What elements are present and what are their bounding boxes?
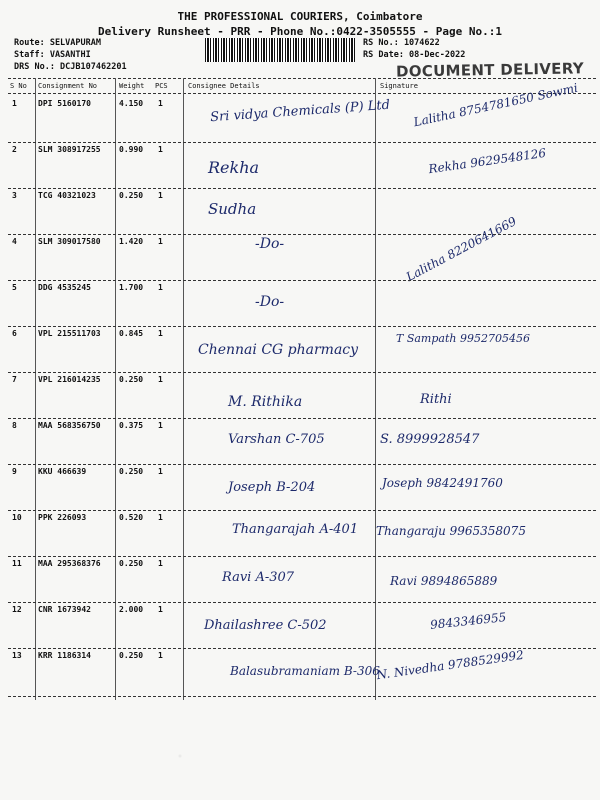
table-row <box>0 464 600 510</box>
col-header-weight: Weight <box>119 82 145 90</box>
divider <box>8 93 596 94</box>
table-row <box>0 556 600 602</box>
staff-label: Staff: VASANTHI <box>14 50 91 60</box>
row-pcs: 1 <box>158 651 163 660</box>
row-sno: 9 <box>12 467 17 476</box>
row-weight: 0.250 <box>119 467 144 476</box>
signature-handwriting: S. 8999928547 <box>380 432 480 447</box>
row-weight: 4.150 <box>119 99 144 108</box>
row-consignment-no: VPL 215511703 <box>38 329 101 338</box>
row-weight: 1.420 <box>119 237 144 246</box>
table-row <box>0 602 600 648</box>
row-pcs: 1 <box>158 375 163 384</box>
table-row <box>0 142 600 188</box>
row-weight: 0.250 <box>119 651 144 660</box>
col-header-sno: S No <box>10 82 27 90</box>
row-pcs: 1 <box>158 559 163 568</box>
col-header-consignee: Consignee Details <box>188 82 260 90</box>
company-title: THE PROFESSIONAL COURIERS, Coimbatore <box>177 10 423 23</box>
row-consignment-no: MAA 295368376 <box>38 559 101 568</box>
row-sno: 3 <box>12 191 17 200</box>
row-weight: 0.375 <box>119 421 144 430</box>
row-consignment-no: SLM 308917255 <box>38 145 101 154</box>
row-consignment-no: CNR 1673942 <box>38 605 91 614</box>
divider <box>8 78 596 79</box>
row-consignment-no: MAA 568356750 <box>38 421 101 430</box>
row-sno: 5 <box>12 283 17 292</box>
row-sno: 12 <box>12 605 22 614</box>
row-sno: 6 <box>12 329 17 338</box>
row-consignment-no: KKU 466639 <box>38 467 87 476</box>
row-consignment-no: VPL 216014235 <box>38 375 101 384</box>
scan-noise <box>0 720 600 780</box>
row-weight: 2.000 <box>119 605 144 614</box>
consignee-handwriting: Dhailashree C-502 <box>204 618 327 633</box>
row-weight: 0.520 <box>119 513 144 522</box>
consignee-handwriting: -Do- <box>255 294 285 310</box>
row-consignment-no: DDG 4535245 <box>38 283 91 292</box>
consignee-handwriting: -Do- <box>255 236 285 252</box>
row-pcs: 1 <box>158 329 163 338</box>
row-weight: 0.250 <box>119 559 144 568</box>
row-sno: 2 <box>12 145 17 154</box>
document-delivery-stamp: DOCUMENT DELIVERY <box>395 59 585 81</box>
row-consignment-no: SLM 309017580 <box>38 237 101 246</box>
rs-no-label: RS No.: 1074622 <box>363 38 440 48</box>
row-pcs: 1 <box>158 99 163 108</box>
consignee-handwriting: Sudha <box>208 200 257 218</box>
consignee-handwriting: Joseph B-204 <box>228 480 316 495</box>
row-weight: 0.250 <box>119 191 144 200</box>
table-row <box>0 280 600 326</box>
row-weight: 0.990 <box>119 145 144 154</box>
row-pcs: 1 <box>158 421 163 430</box>
row-sno: 4 <box>12 237 17 246</box>
consignee-handwriting: Chennai CG pharmacy <box>198 342 359 358</box>
barcode <box>205 38 355 62</box>
row-pcs: 1 <box>158 283 163 292</box>
row-weight: 1.700 <box>119 283 144 292</box>
signature-handwriting: N. Nivedha 9788529992 <box>375 647 525 683</box>
route-label: Route: SELVAPURAM <box>14 38 101 48</box>
row-pcs: 1 <box>158 191 163 200</box>
consignee-handwriting: Rekha <box>208 158 260 177</box>
drs-label: DRS No.: DCJB107462201 <box>14 62 127 72</box>
row-weight: 0.845 <box>119 329 144 338</box>
row-weight: 0.250 <box>119 375 144 384</box>
row-consignment-no: DPI 5160170 <box>38 99 91 108</box>
consignee-handwriting: Ravi A-307 <box>222 570 295 585</box>
row-pcs: 1 <box>158 513 163 522</box>
signature-handwriting: Rekha 9629548126 <box>427 145 547 177</box>
row-sno: 1 <box>12 99 17 108</box>
signature-handwriting: Lalitha 8754781650 Sowmi <box>412 80 580 130</box>
table-row <box>0 214 600 284</box>
col-header-consignment: Consignment No <box>38 82 98 90</box>
signature-handwriting: 9843346955 <box>429 610 507 632</box>
consignee-handwriting: Sri vidya Chemicals (P) Ltd <box>209 97 391 126</box>
row-sno: 8 <box>12 421 17 430</box>
rs-date-label: RS Date: 08-Dec-2022 <box>363 50 466 60</box>
signature-handwriting: Rithi <box>420 392 452 407</box>
row-consignment-no: PPK 226093 <box>38 513 87 522</box>
consignee-handwriting: Thangarajah A-401 <box>232 522 359 537</box>
row-pcs: 1 <box>158 605 163 614</box>
table-row <box>0 372 600 418</box>
runsheet-subtitle: Delivery Runsheet - PRR - Phone No.:0422-3505555 - Page No.:1 <box>98 25 502 38</box>
signature-handwriting: Joseph 9842491760 <box>382 476 503 490</box>
row-divider <box>8 696 596 697</box>
consignee-handwriting: Balasubramaniam B-306 <box>230 664 380 678</box>
row-pcs: 1 <box>158 237 163 246</box>
table-row <box>0 510 600 556</box>
row-consignment-no: TCG 40321023 <box>38 191 96 200</box>
row-sno: 10 <box>12 513 22 522</box>
signature-handwriting: Lalitha 8220641669 <box>403 214 519 284</box>
row-pcs: 1 <box>158 145 163 154</box>
table-row <box>0 326 600 372</box>
row-pcs: 1 <box>158 467 163 476</box>
signature-handwriting: Thangaraju 9965358075 <box>376 524 526 538</box>
row-consignment-no: KRR 1186314 <box>38 651 91 660</box>
consignee-handwriting: Varshan C-705 <box>228 432 325 447</box>
col-header-pcs: PCS <box>155 82 168 90</box>
row-sno: 11 <box>12 559 22 568</box>
signature-handwriting: T Sampath 9952705456 <box>396 332 530 345</box>
table-row <box>0 418 600 464</box>
consignee-handwriting: M. Rithika <box>228 394 303 410</box>
table-row <box>0 648 600 694</box>
row-sno: 13 <box>12 651 22 660</box>
col-header-signature: Signature <box>380 82 418 90</box>
row-sno: 7 <box>12 375 17 384</box>
signature-handwriting: Ravi 9894865889 <box>390 574 498 588</box>
